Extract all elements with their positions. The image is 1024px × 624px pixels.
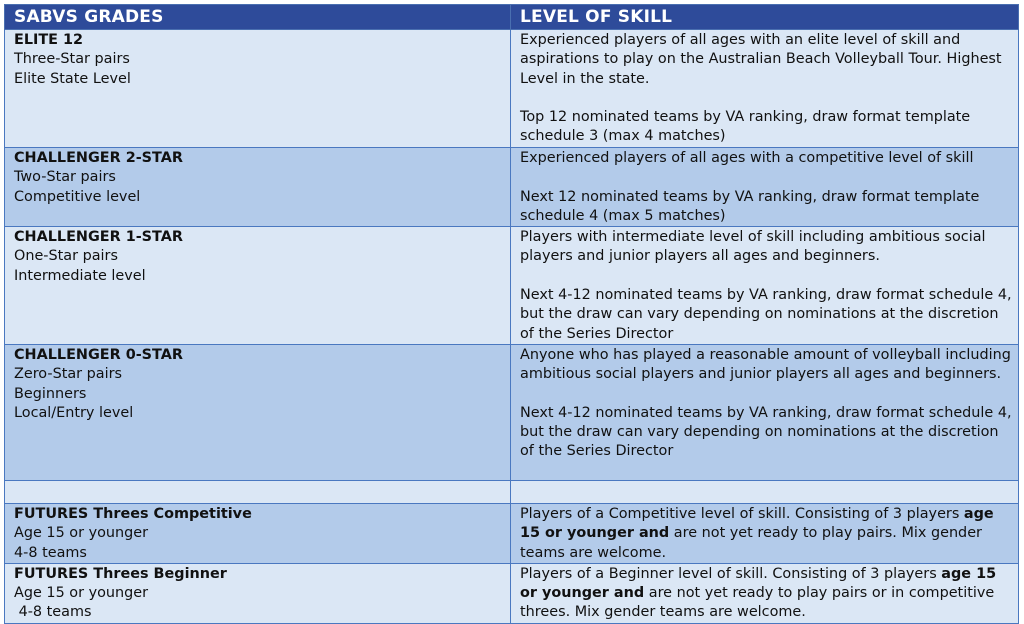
- skill-allocation: Next 4-12 nominated teams by VA ranking, draw format schedule 4, but the draw can vary depending on nominations at the discretion of the Series Director: [520, 404, 1012, 460]
- grade-detail: One-Star pairs: [14, 248, 118, 265]
- table-row: [5, 563, 1019, 623]
- grade-detail: 4-8 teams: [14, 604, 92, 621]
- grade-name: FUTURES Threes Competitive: [14, 505, 252, 522]
- grade-name: CHALLENGER 1-STAR: [14, 229, 183, 246]
- grade-cell: [5, 503, 511, 563]
- grade-cell: [5, 148, 511, 227]
- grade-detail: Zero-Star pairs: [14, 366, 123, 383]
- skill-description: Experienced players of all ages with an elite level of skill and aspirations to play on the Australian Beach Volleyball Tour. Highest Level in the state.: [520, 32, 1002, 87]
- grade-detail: Two-Star pairs: [14, 169, 116, 186]
- empty-cell: [5, 480, 511, 503]
- grade-name: FUTURES Threes Beginner: [14, 565, 227, 582]
- skill-cell: [511, 227, 1019, 345]
- grade-detail: Intermediate level: [14, 267, 146, 284]
- grade-cell: [5, 344, 511, 480]
- grade-detail: 4-8 teams: [14, 544, 87, 561]
- grade-name: CHALLENGER 2-STAR: [14, 150, 183, 166]
- skill-description-emphasis: age 15 or younger and: [520, 565, 997, 602]
- skill-allocation: Next 4-12 nominated teams by VA ranking, draw format schedule 4, but the draw can vary depending on nominations at the discretion of the Series Director: [520, 287, 1012, 342]
- table-row: [5, 344, 1019, 480]
- grade-detail: Three-Star pairs: [14, 51, 130, 68]
- header-grades: SABVS GRADES: [5, 5, 511, 30]
- grade-name: ELITE 12: [14, 32, 84, 48]
- header-row: [5, 5, 1019, 30]
- skill-cell: [511, 344, 1019, 480]
- empty-row: [5, 480, 1019, 503]
- table-row: [5, 503, 1019, 563]
- skill-description: Experienced players of all ages with a competitive level of skill: [520, 150, 974, 166]
- grade-detail: Age 15 or younger: [14, 585, 149, 602]
- skill-description: are not yet ready to play pairs or in competitive threes. Mix gender teams are welcome.: [520, 585, 995, 621]
- grade-cell: [5, 227, 511, 345]
- header-skill: LEVEL OF SKILL: [511, 5, 1019, 30]
- grades-table: [4, 4, 1019, 624]
- skill-cell: [511, 30, 1019, 148]
- table-row: [5, 227, 1019, 345]
- skill-description: Players of a Beginner level of skill. Consisting of 3 players: [520, 565, 937, 582]
- skill-cell: [511, 148, 1019, 227]
- grade-cell: [5, 563, 511, 623]
- grade-detail: Local/Entry level: [14, 404, 134, 421]
- empty-cell: [511, 480, 1019, 503]
- grade-cell: [5, 30, 511, 148]
- skill-description-emphasis: age 15 or younger and: [520, 505, 994, 542]
- skill-allocation: Top 12 nominated teams by VA ranking, draw format template schedule 3 (max 4 matches): [520, 109, 971, 145]
- skill-cell: [511, 563, 1019, 623]
- skill-description: are not yet ready to play pairs. Mix gender teams are welcome.: [520, 525, 982, 561]
- table-row: [5, 148, 1019, 227]
- skill-allocation: Next 12 nominated teams by VA ranking, draw format template schedule 4 (max 5 matches): [520, 188, 980, 224]
- skill-description: Anyone who has played a reasonable amount of volleyball including ambitious social players and junior players all ages and beginners.: [520, 346, 1011, 383]
- table-row: [5, 30, 1019, 148]
- grade-detail: Age 15 or younger: [14, 525, 149, 542]
- grade-name: CHALLENGER 0-STAR: [14, 346, 183, 363]
- skill-cell: [511, 503, 1019, 563]
- skill-description: Players of a Competitive level of skill. Consisting of 3 players: [520, 505, 960, 522]
- grade-detail: Competitive level: [14, 188, 141, 205]
- grade-detail: Beginners: [14, 385, 87, 402]
- skill-description: Players with intermediate level of skill including ambitious social players and junior players all ages and beginners.: [520, 229, 986, 265]
- grade-detail: Elite State Level: [14, 70, 131, 87]
